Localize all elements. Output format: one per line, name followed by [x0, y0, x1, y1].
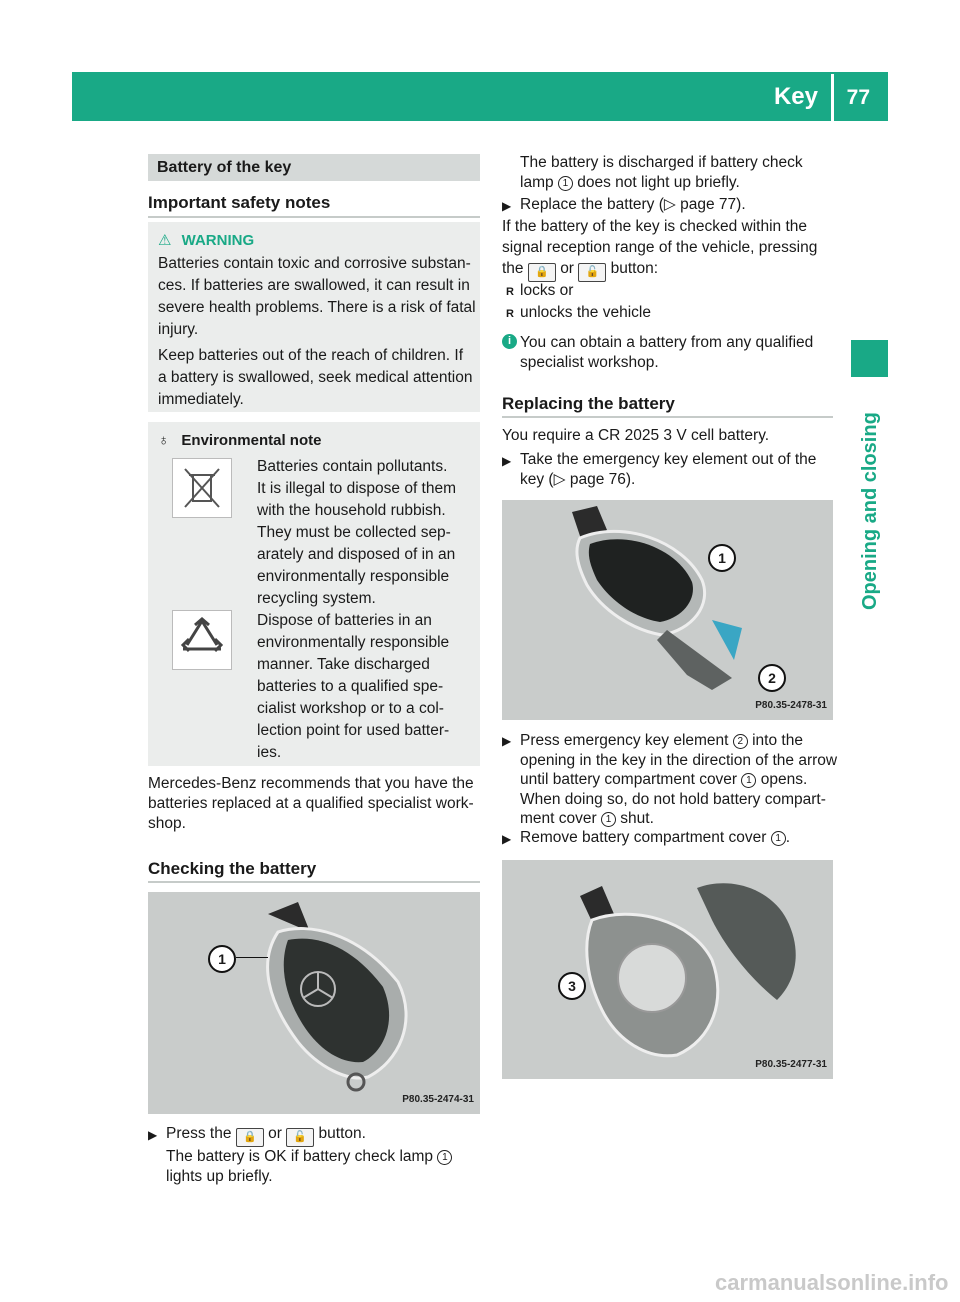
number-1-icon: 1: [771, 831, 786, 846]
callout-1: 1: [208, 945, 236, 973]
text-line: a battery is swallowed, seek medical attention: [158, 369, 473, 386]
header-separator: [831, 74, 834, 121]
environment-box: [148, 422, 480, 766]
callout-1: 1: [708, 544, 736, 572]
discharged-note: The battery is discharged if battery check lamp 1 does not light up briefly.: [520, 154, 803, 191]
bullet-list: [506, 280, 651, 324]
env-text-1: [257, 456, 477, 610]
text-line: cialist workshop or to a col-: [257, 700, 444, 717]
replacing-heading: Replacing the battery: [502, 394, 675, 413]
header-title: Key: [773, 83, 818, 110]
text-line: arately and disposed of in an: [257, 546, 456, 563]
heading-rule: [148, 216, 480, 218]
heading-rule: [148, 881, 480, 883]
photo-key-open-slot: [502, 500, 833, 720]
page-number: 77: [846, 86, 870, 109]
page-ref-icon: ▷: [663, 196, 676, 213]
text-line: recycling system.: [257, 590, 376, 607]
step-replace-battery: ▶ Replace the battery (▷ page 77).: [502, 196, 746, 213]
callout-2: 2: [758, 664, 786, 692]
page-ref-77[interactable]: page 77).: [680, 196, 746, 213]
warning-text-2: [158, 345, 476, 411]
step-press-emergency: ▶ Press emergency key element 2 into the opening in the key in the direction of the arrow until battery compartment cover 1 opens. When doing so, do not hold battery compart- ment cover 1 shut.: [502, 732, 838, 827]
text-line: batteries to a qualified spe-: [257, 678, 444, 695]
number-1-icon: 1: [601, 812, 616, 827]
text-line: lection point for used batter-: [257, 722, 450, 739]
env-label: Environmental note: [181, 432, 322, 449]
step-remove-cover: ▶ Remove battery compartment cover 1 .: [502, 829, 790, 846]
range-text: If the battery of the key is checked within the signal reception range of the vehicle, pressing the 🔒 or 🔓 button:: [502, 216, 832, 282]
recycle-icon: [172, 610, 232, 670]
text-line: Dispose of batteries in an: [257, 612, 432, 629]
callout-3: 3: [558, 972, 586, 1000]
text-line: Batteries contain pollutants.: [257, 458, 448, 475]
text-line: Batteries contain toxic and corrosive substan-: [158, 255, 471, 272]
warning-label: WARNING: [181, 232, 255, 249]
number-1-icon: 1: [558, 176, 573, 191]
text-line: batteries replaced at a qualified specialist work-: [148, 795, 474, 812]
text-line: severe health problems. There is a risk of fatal: [158, 299, 476, 316]
bulb-icon: ♁: [158, 432, 170, 449]
step-arrow-icon: ▶: [148, 1128, 158, 1142]
number-2-icon: 2: [733, 734, 748, 749]
text-line: Mercedes-Benz recommends that you have the: [148, 775, 474, 792]
text-line: immediately.: [158, 391, 244, 408]
text-line: environmentally responsible: [257, 634, 450, 651]
text-line: injury.: [158, 321, 199, 338]
heading-rule: [502, 416, 833, 418]
text-line: manner. Take discharged: [257, 656, 430, 673]
step-press-button: ▶ Press the 🔒 or 🔓 button. The battery is OK if battery check lamp 1 lights up briefly.: [148, 1124, 488, 1187]
section-bar: Battery of the key: [148, 154, 480, 181]
photo-code: P80.35-2474-31: [402, 1094, 474, 1105]
photo-code: P80.35-2478-31: [755, 700, 827, 711]
photo-battery-compartment: [502, 860, 833, 1079]
unlock-button-icon: 🔓: [286, 1128, 314, 1147]
list-item: R unlocks the vehicle: [506, 304, 651, 321]
text-line: They must be collected sep-: [257, 524, 451, 541]
crossed-bin-icon: [172, 458, 232, 518]
page-ref-icon: ▷: [553, 471, 566, 488]
list-item: R locks or: [506, 282, 574, 299]
warning-icon: ⚠: [158, 232, 172, 249]
text-line: ces. If batteries are swallowed, it can result in: [158, 277, 470, 294]
photo-code: P80.35-2477-31: [755, 1059, 827, 1070]
page-header: [72, 72, 888, 121]
safety-heading: Important safety notes: [148, 193, 331, 212]
text-line: with the household rubbish.: [257, 502, 446, 519]
text-line: ies.: [257, 744, 282, 761]
watermark: carmanualsonline.info: [715, 1270, 949, 1295]
photo-key-front: [148, 892, 480, 1114]
checking-heading: Checking the battery: [148, 859, 317, 878]
step-take-key: ▶ Take the emergency key element out of the key (▷ page 76).: [502, 451, 817, 488]
info-icon: i: [502, 334, 517, 349]
unlock-button-icon: 🔓: [578, 263, 606, 282]
recommend-text: [148, 774, 483, 834]
number-1-icon: 1: [741, 773, 756, 788]
text-line: It is illegal to dispose of them: [257, 480, 457, 497]
lock-button-icon: 🔒: [236, 1128, 264, 1147]
side-tab-marker: [851, 340, 888, 377]
text-line: environmentally responsible: [257, 568, 450, 585]
info-note: i You can obtain a battery from any qualified specialist workshop.: [502, 333, 836, 373]
warning-text-1: [158, 253, 476, 341]
text-line: shop.: [148, 815, 186, 832]
env-text-2: [257, 610, 477, 764]
number-1-icon: 1: [437, 1150, 452, 1165]
require-text: You require a CR 2025 3 V cell battery.: [502, 427, 770, 444]
text-line: Keep batteries out of the reach of children. If: [158, 347, 464, 364]
page-ref-76[interactable]: page 76).: [569, 471, 636, 488]
warning-box: [148, 222, 480, 412]
side-tab-label: Opening and closing: [859, 412, 881, 610]
lock-button-icon: 🔒: [528, 263, 556, 282]
